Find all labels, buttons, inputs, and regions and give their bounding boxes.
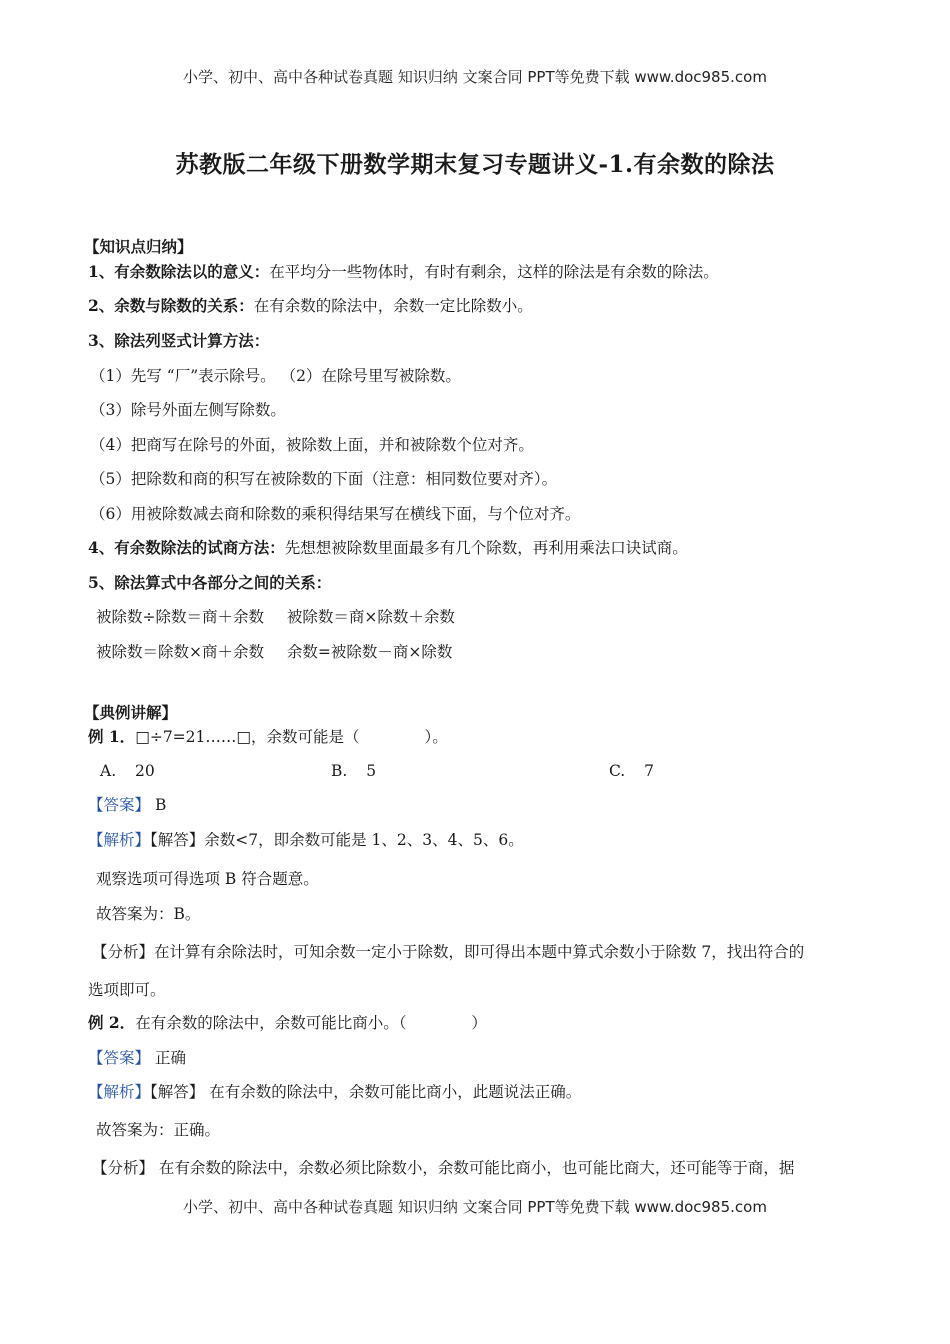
step-line: （1）先写 “厂”表示除号。 （2）在除号里写被除数。 [90,367,461,385]
option-b: B. 5 [331,762,377,780]
answer-value: B [150,796,167,814]
page-header: 小学、初中、高中各种试卷真题 知识归纳 文案合同 PPT等免费下载 www.doc985.com [183,68,767,86]
analysis-line: 观察选项可得选项 B 符合题意。 [96,870,319,888]
example-2-text: 在有余数的除法中，余数可能比商小。（ ） [135,1014,487,1032]
step-line: （6）用被除数减去商和除数的乘积得结果写在横线下面，与个位对齐。 [90,505,581,523]
knowledge-point-4 [88,537,688,559]
examples-heading: 【典例讲解】 [84,703,178,722]
example-1-label: 例 1． [88,727,136,746]
analysis-line: 故答案为：正确。 [96,1121,221,1139]
answer-tag: 【答案】 [88,796,151,814]
knowledge-point-5-label: 5、除法算式中各部分之间的关系： [88,573,332,592]
knowledge-point-2 [88,295,533,317]
point-2-label: 2、余数与除数的关系： [88,296,254,315]
step-line: （5）把除数和商的积写在被除数的下面（注意：相同数位要对齐）。 [90,470,558,488]
example-2-answer [88,1047,186,1069]
example-1-text: □÷7=21……□，余数可能是（ ）。 [135,728,448,746]
point-2-text: 在有余数的除法中，余数一定比除数小。 [253,297,533,315]
knowledge-heading: 【知识点归纳】 [84,237,193,256]
point-1-text: 在平均分一些物体时，有时有剩余，这样的除法是有余数的除法。 [269,263,719,281]
analysis-line: 故答案为：B。 [96,905,201,923]
answer-value: 正确 [150,1049,186,1067]
analysis-line: 选项即可。 [88,981,166,999]
document-title: 苏教版二年级下册数学期末复习专题讲义-1.有余数的除法 [175,151,775,178]
analysis-tag: 【解析】 [88,1083,151,1101]
relation-line: 被除数÷除数＝商＋余数 被除数＝商×除数＋余数 [96,608,455,626]
step-line: （3）除号外面左侧写除数。 [90,401,286,419]
analysis-text: 【解答】 在有余数的除法中，余数可能比商小，此题说法正确。 [150,1083,582,1101]
example-1-analysis [88,829,524,851]
analysis-line: 【分析】在计算有余除法时，可知余数一定小于除数，即可得出本题中算式余数小于除数 7，找出符合的 [92,943,805,961]
answer-tag: 【答案】 [88,1049,151,1067]
point-4-text: 先想想被除数里面最多有几个除数，再利用乘法口诀试商。 [284,539,688,557]
relation-line: 被除数＝除数×商＋余数 余数=被除数－商×除数 [96,643,453,661]
analysis-tag: 【解析】 [88,831,151,849]
example-2-analysis [88,1081,581,1103]
example-2-label: 例 2． [88,1013,136,1032]
knowledge-point-3-label: 3、除法列竖式计算方法： [88,331,270,350]
analysis-text: 【解答】余数<7，即余数可能是 1、2、3、4、5、6。 [150,831,524,849]
example-2-question [88,1012,487,1034]
point-4-label: 4、有余数除法的试商方法： [88,538,285,557]
example-1-question [88,726,448,748]
step-line: （4）把商写在除号的外面，被除数上面，并和被除数个位对齐。 [90,436,534,454]
example-1-answer [88,794,166,816]
analysis-line: 【分析】 在有余数的除法中，余数必须比除数小，余数可能比商小，也可能比商大，还可能等于商，据 [92,1159,795,1177]
knowledge-point-1 [88,261,719,283]
option-a: A. 20 [100,762,155,780]
option-c: C. 7 [609,762,655,780]
page-footer: 小学、初中、高中各种试卷真题 知识归纳 文案合同 PPT等免费下载 www.doc985.com [183,1198,767,1216]
point-1-label: 1、有余数除法以的意义： [88,262,270,281]
